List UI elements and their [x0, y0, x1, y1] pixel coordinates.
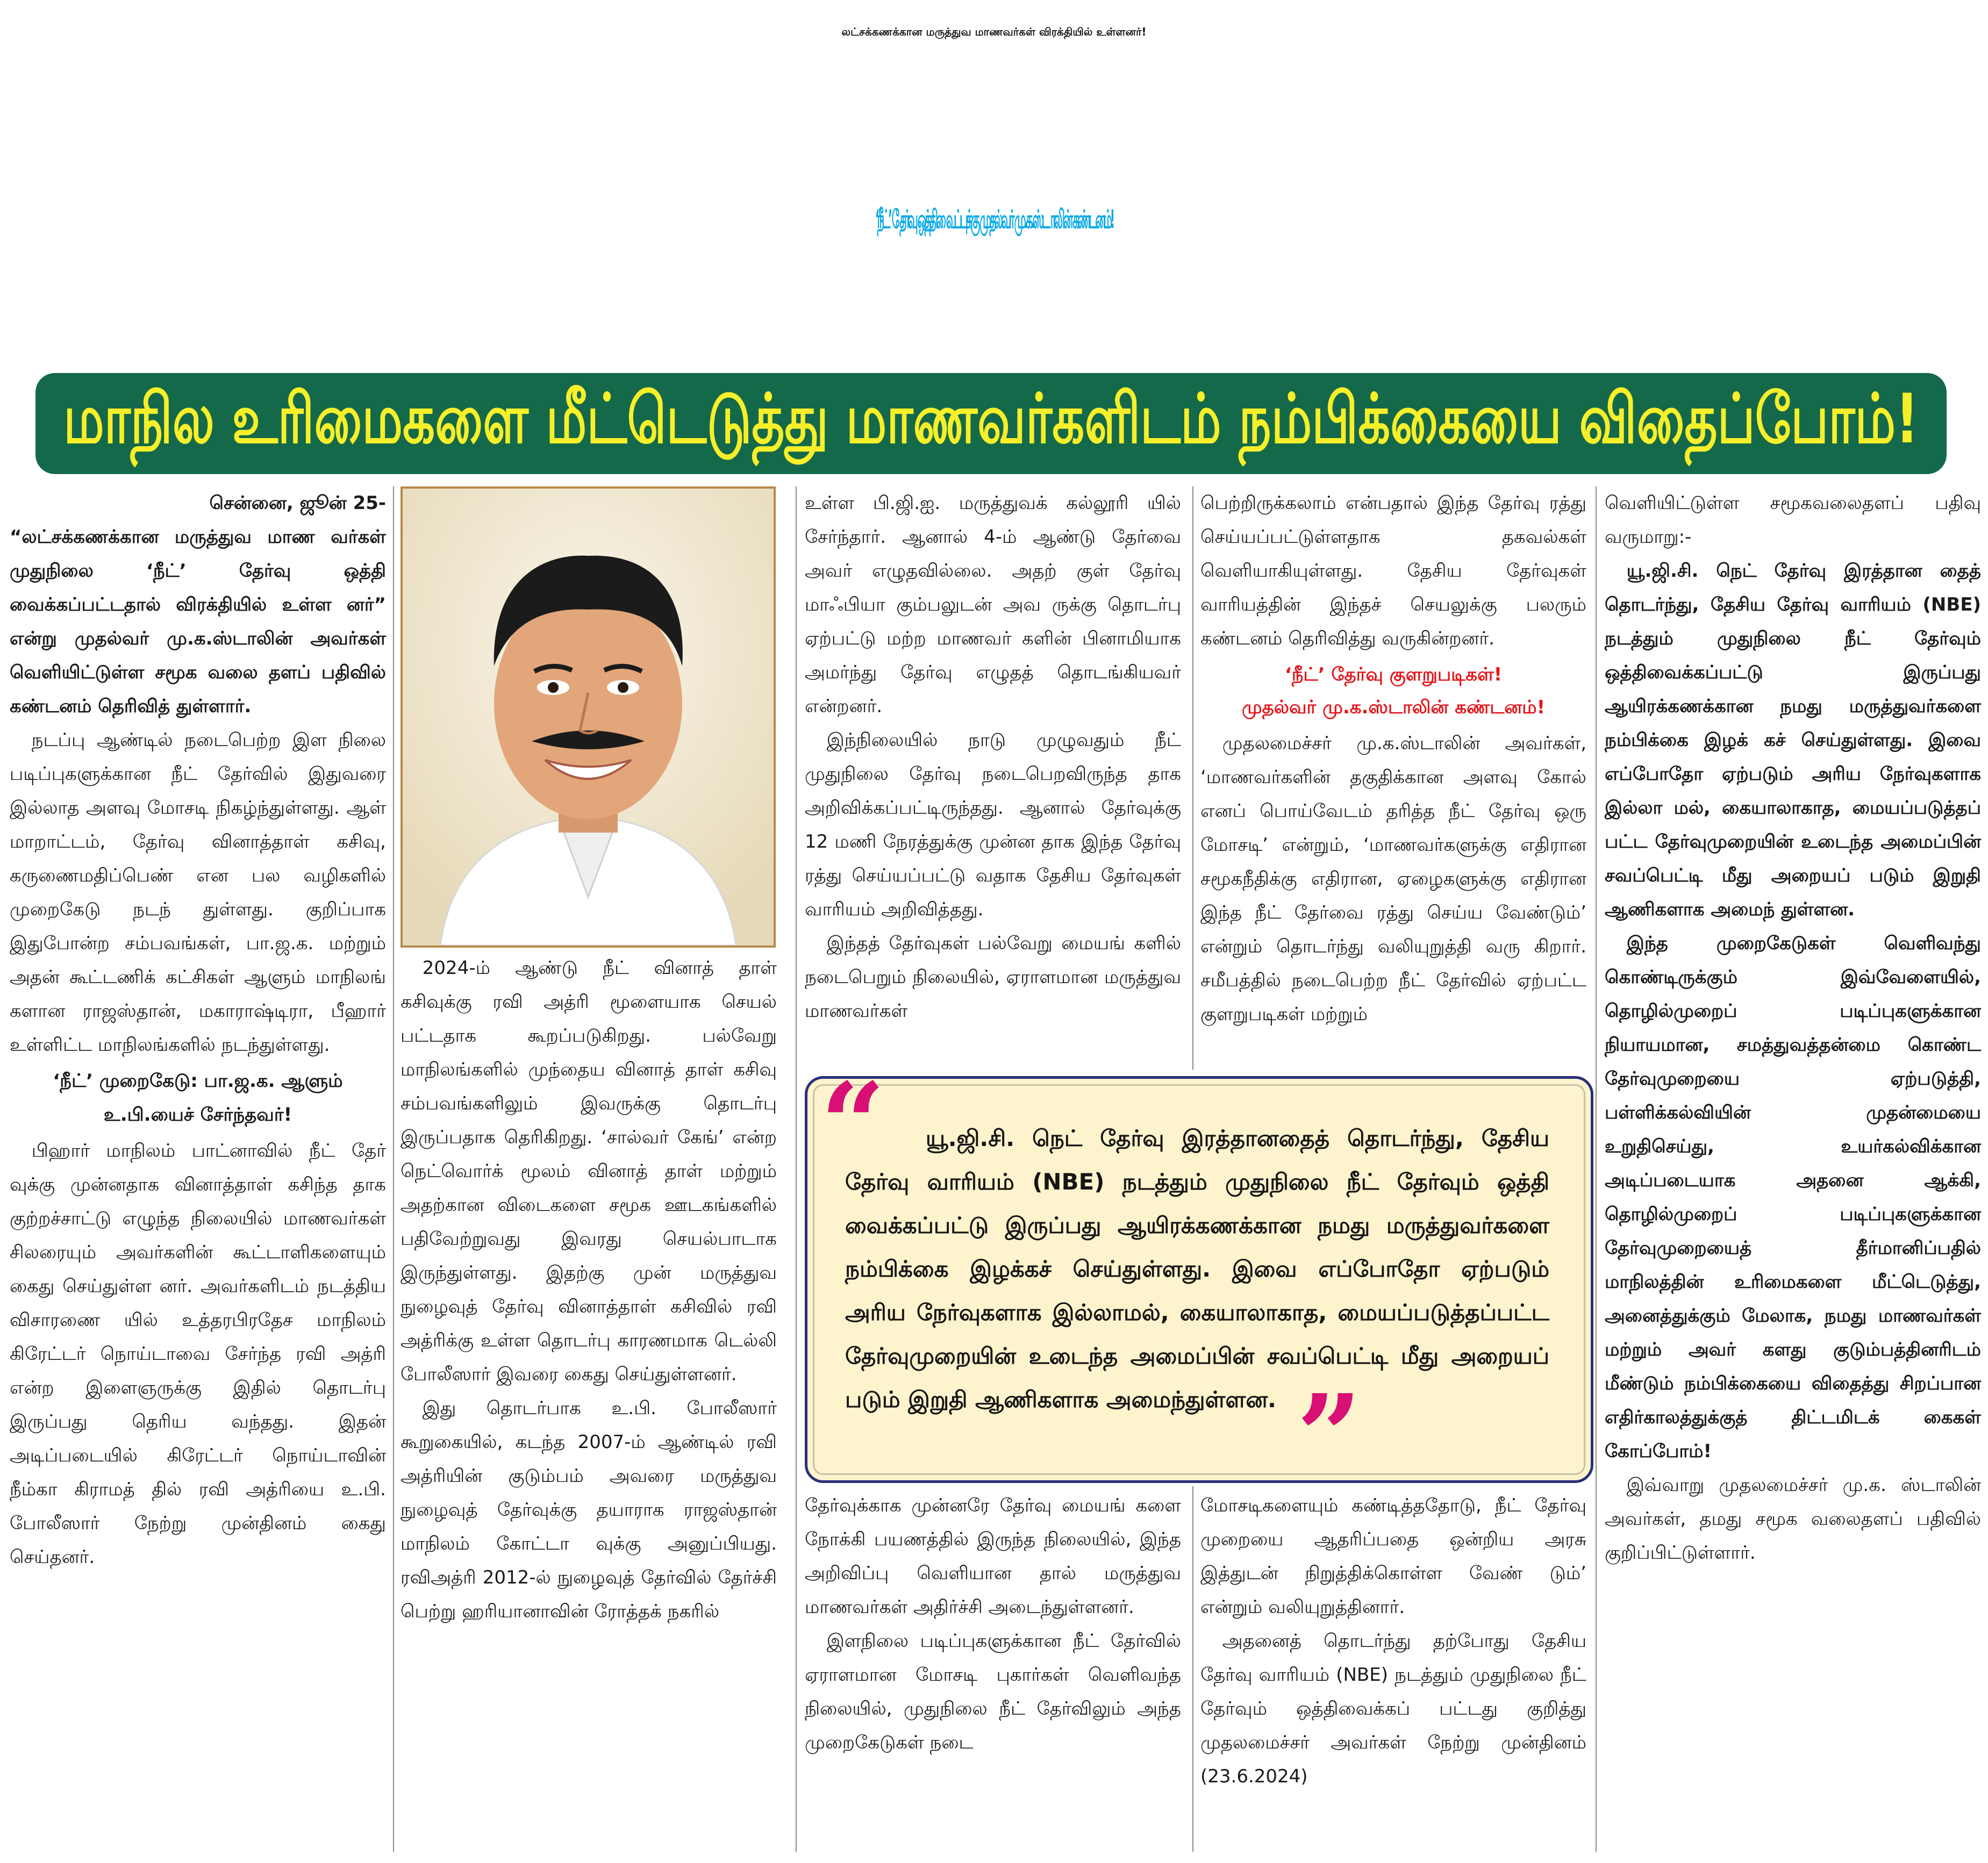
paragraph: இந்தத் தேர்வுகள் பல்வேறு மையங் களில் நடைபெறும் நிலையில், ஏராளமான மருத்துவ மாணவர்கள்: [805, 933, 1181, 1022]
red-subheading: முதல்வர் மு.க.ஸ்டாலின் கண்டனம்!: [1241, 697, 1546, 718]
open-quote-mark: “: [820, 1058, 885, 1191]
intro-paragraph: “லட்சக்கணக்கான மருத்துவ மாண வர்கள் முதுநிலை ‘நீட்’ தேர்வு ஒத்தி வைக்கப்பட்டதால் விரக்தியில் உள்ள னர்” என்று முதல்வர் மு.க.ஸ்டாலின் அவர்கள் வெளியிட்டுள்ள சமூக வலை தளப் பதிவில் கண்டனம் தெரிவித் துள்ளார்.: [10, 526, 386, 717]
paragraph: மோசடிகளையும் கண்டித்ததோடு, நீட் தேர்வு முறையை ஆதரிப்பதை ஒன்றிய அரசு இத்துடன் நிறுத்திக்கொள்ள வேண் டும்’ என்றும் வலியுறுத்தினார்.: [1200, 1495, 1586, 1618]
article-column-1: [10, 486, 386, 1574]
paragraph: வெளியிட்டுள்ள சமூகவலைதளப் பதிவு வருமாறு:-: [1605, 492, 1981, 548]
quoted-statement: யூ.ஜி.சி. நெட் தேர்வு இரத்தான தைத் தொடர்ந்து, தேசிய தேர்வு வாரியம் (NBE) நடத்தும் முதுநிலை நீட் தேர்வும் ஒத்திவைக்கப்பட்டு இருப்பது ஆயிரக்கணக்கான நமது மருத்துவர்களை நம்பிக்கை இழக் கச் செய்துள்ளது. இவை எப்போதோ ஏற்படும் அரிய நேர்வுகளாக இல்லா மல், கையாலாகாத, மையப்படுத்தப் பட்ட தேர்வுமுறையின் உடைந்த அமைப்பின் சவப்பெட்டி மீது அறையப் படும் இறுதி ஆணிகளாக அமைந் துள்ளன.: [1605, 560, 1981, 920]
paragraph: பிஹார் மாநிலம் பாட்னாவில் நீட் தேர் வுக்கு முன்னதாக வினாத்தாள் கசிந்த தாக குற்றச்சாட்டு எழுந்த நிலையில் மாணவர்கள் சிலரையும் அவர்களின் கூட்டாளிகளையும் கைது செய்துள்ள னர். அவர்களிடம் நடத்திய விசாரணை யில் உத்தரபிரதேச மாநிலம் கிரேட்டர் நொய்டாவை சேர்ந்த ரவி அத்ரி என்ற இளைஞருக்கு இதில் தொடர்பு இருப்பது தெரிய வந்தது. இதன் அடிப்படையில் கிரேட்டர் நொய்டாவின் நீம்கா கிராமத் தில் ரவி அத்ரியை உ.பி. போலீஸார் நேற்று முன்தினம் கைது செய்தனர்.: [10, 1140, 386, 1568]
paragraph: இவ்வாறு முதலமைச்சர் மு.க. ஸ்டாலின் அவர்கள், தமது சமூக வலைதளப் பதிவில் குறிப்பிட்டுள்ளார்.: [1605, 1474, 1981, 1564]
paragraph: பெற்றிருக்கலாம் என்பதால் இந்த தேர்வு ரத்து செய்யப்பட்டுள்ளதாக தகவல்கள் வெளியாகியுள்ளது. தேசிய தேர்வுகள் வாரியத்தின் இந்தச் செயலுக்கு பலரும் கண்டனம் தெரிவித்து வருகின்றனர்.: [1200, 492, 1586, 649]
close-quote-mark: ”: [1297, 1370, 1362, 1502]
column-divider: [1596, 486, 1597, 1852]
pull-quote-box: [805, 1058, 1593, 1502]
subheadline-banner: [35, 373, 1947, 474]
paragraph: உள்ள பி.ஜி.ஐ. மருத்துவக் கல்லூரி யில் சேர்ந்தார். ஆனால் 4-ம் ஆண்டு தேர்வை அவர் எழுதவில்லை. அதற் குள் தேர்வு மாஃபியா கும்பலுடன் அவ ருக்கு தொடர்பு ஏற்பட்டு மற்ற மாணவர் களின் பினாமியாக அமர்ந்து தேர்வு எழுதத் தொடங்கியவர் என்றனர்.: [805, 492, 1181, 717]
column-divider: [1192, 486, 1193, 1070]
kicker-headline: லட்சக்கணக்கான மருத்துவ மாணவர்கள் விரக்தியில் உள்ளனர்!: [841, 25, 1147, 38]
paragraph: நடப்பு ஆண்டில் நடைபெற்ற இள நிலை படிப்புகளுக்கான நீட் தேர்வில் இதுவரை இல்லாத அளவு மோசடி நிகழ்ந்துள்ளது. ஆள் மாறாட்டம், தேர்வு வினாத்தாள் கசிவு, கருணைமதிப்பெண் என பல வழிகளில் முறைகேடு நடந் துள்ளது. குறிப்பாக இதுபோன்ற சம்பவங்கள், பா.ஜ.க. மற்றும் அதன் கூட்டணிக் கட்சிகள் ஆளும் மாநிலங் களான ராஜஸ்தான், மகாராஷ்டிரா, பீஹார் உள்ளிட்ட மாநிலங்களில் நடந்துள்ளது.: [10, 729, 386, 1056]
dateline: சென்னை, ஜூன் 25-: [209, 492, 386, 514]
portrait-photo: [401, 486, 776, 948]
article-column-3-lower: [805, 1489, 1181, 1760]
paragraph: அதனைத் தொடர்ந்து தற்போது தேசிய தேர்வு வாரியம் (NBE) நடத்தும் முதுநிலை நீட் தேர்வும் ஒத்திவைக்கப் பட்டது குறித்து முதலமைச்சர் அவர்கள் நேற்று முன்தினம் (23.6.2024): [1200, 1630, 1586, 1787]
article-column-5: [1605, 486, 1981, 1570]
article-column-2: [401, 951, 777, 1629]
quoted-statement: இந்த முறைகேடுகள் வெளிவந்து கொண்டிருக்கும் இவ்வேளையில், தொழில்முறைப் படிப்புகளுக்கான நியாயமான, சமத்துவத்தன்மை கொண்ட தேர்வுமுறையை ஏற்படுத்தி, பள்ளிக்கல்வியின் முதன்மையை உறுதிசெய்து, உயர்கல்விக்கான அடிப்படையாக அதனை ஆக்கி, தொழில்முறைப் படிப்புகளுக்கான தேர்வுமுறையைத் தீர்மானிப்பதில் மாநிலத்தின் உரிமைகளை மீட்டெடுத்து, அனைத்துக்கும் மேலாக, நமது மாணவர்கள் மற்றும் அவர் களது குடும்பத்தினரிடம் மீண்டும் நம்பிக்கையை விதைத்து சிறப்பான எதிர்காலத்துக்குத் திட்டமிடக் கைகள் கோப்போம்!: [1605, 933, 1981, 1462]
column-divider: [796, 486, 797, 1852]
paragraph: இது தொடர்பாக உ.பி. போலீஸார் கூறுகையில், கடந்த 2007-ம் ஆண்டில் ரவி அத்ரியின் குடும்பம் அவரை மருத்துவ நுழைவுத் தேர்வுக்கு தயாராக ராஜஸ்தான் மாநிலம் கோட்டா வுக்கு அனுப்பியது. ரவிஅத்ரி 2012-ல் நுழைவுத் தேர்வில் தேர்ச்சி பெற்று ஹரியானாவின் ரோத்தக் நகரில்: [401, 1398, 777, 1622]
column-divider: [393, 486, 394, 1852]
paragraph: இளநிலை படிப்புகளுக்கான நீட் தேர்வில் ஏராளமான மோசடி புகார்கள் வெளிவந்த நிலையில், முதுநிலை நீட் தேர்விலும் அந்த முறைகேடுகள் நடை: [805, 1630, 1181, 1753]
red-subheading: ‘நீட்’ தேர்வு குளறுபடிகள்!: [1284, 664, 1503, 685]
pull-quote-text: யூ.ஜி.சி. நெட் தேர்வு இரத்தானதைத் தொடர்ந்து, தேசிய தேர்வு வாரியம் (NBE) நடத்தும் முதுநிலை நீட் தேர்வும் ஒத்தி வைக்கப்பட்டு இருப்பது ஆயிரக்கணக்கான நமது மருத்துவர்களை நம்பிக்கை இழக்கச் செய்துள்ளது. இவை எப்போதோ ஏற்படும் அரிய நேர்வுகளாக இல்லாமல், கையாலாகாத, மையப்படுத்தப்பட்ட தேர்வுமுறையின் உடைந்த அமைப்பின் சவப்பெட்டி மீது அறையப் படும் இறுதி ஆணிகளாக அமைந்துள்ளன.: [845, 1125, 1549, 1413]
main-headline: ‘நீட்’ தேர்வு ஒத்திவைப்புக்கு முதல்வர் மு.க.ஸ்டாலின் கண்டனம்!: [875, 203, 1113, 234]
person-portrait-image: [403, 489, 774, 945]
paragraph: முதலமைச்சர் மு.க.ஸ்டாலின் அவர்கள், ‘மாணவர்களின் தகுதிக்கான அளவு கோல் எனப் பொய்வேடம் தரித்த நீட் தேர்வு ஒரு மோசடி’ என்றும், ‘மாணவர்களுக்கு எதிரான சமூகநீதிக்கு எதிரான, ஏழைகளுக்கு எதிரான இந்த நீட் தேர்வை ரத்து செய்ய வேண்டும்’ என்றும் தொடர்ந்து வலியுறுத்தி வரு கிறார். சமீபத்தில் நடைபெற்ற நீட் தேர்வில் ஏற்பட்ட குளறுபடிகள் மற்றும்: [1200, 733, 1586, 1025]
banner-text: மாநில உரிமைகளை மீட்டெடுத்து மாணவர்களிடம் நம்பிக்கையை விதைப்போம்!: [63, 379, 1919, 459]
paragraph: இந்நிலையில் நாடு முழுவதும் நீட் முதுநிலை தேர்வு நடைபெறவிருந்த தாக அறிவிக்கப்பட்டிருந்தது. ஆனால் தேர்வுக்கு 12 மணி நேரத்துக்கு முன்ன தாக இந்த தேர்வு ரத்து செய்யப்பட்டு வதாக தேசிய தேர்வுகள் வாரியம் அறிவித்தது.: [805, 729, 1181, 920]
article-column-4: [1200, 486, 1586, 1031]
paragraph: தேர்வுக்காக முன்னரே தேர்வு மையங் களை நோக்கி பயணத்தில் இருந்த நிலையில், இந்த அறிவிப்பு வெளியான தால் மருத்துவ மாணவர்கள் அதிர்ச்சி அடைந்துள்ளனர்.: [805, 1495, 1181, 1618]
column-divider: [1192, 1486, 1193, 1852]
sub-heading: ‘நீட்’ முறைகேடு: பா.ஜ.க. ஆளும் உ.பி.யைச் சேர்ந்தவர்!: [53, 1070, 343, 1126]
article-column-3: [805, 486, 1181, 1028]
article-column-4-lower: [1200, 1489, 1586, 1794]
paragraph: 2024-ம் ஆண்டு நீட் வினாத் தாள் கசிவுக்கு ரவி அத்ரி மூளையாக செயல் பட்டதாக கூறப்படுகிறது. பல்வேறு மாநிலங்களில் முந்தைய வினாத் தாள் கசிவு சம்பவங்களிலும் இவருக்கு தொடர்பு இருப்பதாக தெரிகிறது. ‘சால்வர் கேங்’ என்ற நெட்வொர்க் மூலம் வினாத் தாள் மற்றும் அதற்கான விடைகளை சமூக ஊடகங்களில் பதிவேற்றுவது இவரது செயல்பாடாக இருந்துள்ளது. இதற்கு முன் மருத்துவ நுழைவுத் தேர்வு வினாத்தாள் கசிவில் ரவி அத்ரிக்கு உள்ள தொடர்பு காரணமாக டெல்லி போலீஸார் இவரை கைது செய்துள்ளனர்.: [401, 957, 777, 1385]
